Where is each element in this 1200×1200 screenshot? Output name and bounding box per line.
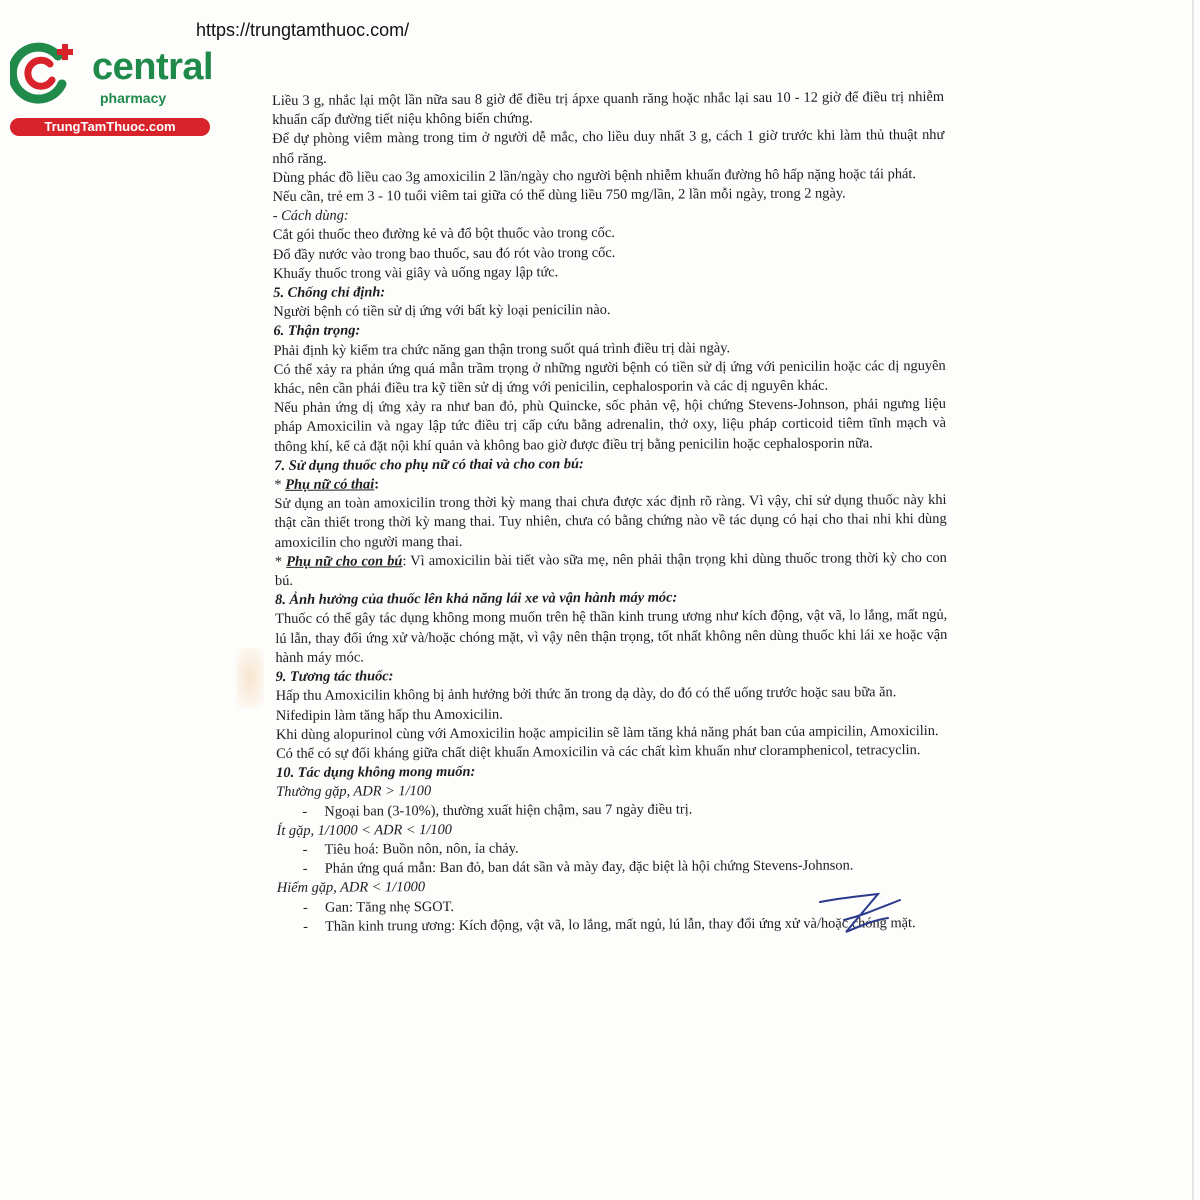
- usage-heading: - Cách dùng:: [272, 207, 349, 225]
- source-url[interactable]: https://trungtamthuoc.com/: [196, 20, 410, 40]
- handwritten-signature: [800, 880, 910, 950]
- bullet-star: *: [274, 476, 286, 494]
- dosage-paragraph: Để dự phòng viêm màng trong tim ở người dễ mắc, cho liều duy nhất 3 g, cách 1 giờ trước khi làm thủ thuật như nhổ răng.: [272, 127, 945, 167]
- list-item: - Ngoại ban (3-10%), thường xuất hiện chậm, sau 7 ngày điều trị.: [302, 800, 693, 820]
- pregnancy-label: Phụ nữ có thai: [285, 476, 375, 493]
- list-item: - Tiêu hoá: Buồn nôn, nôn, ỉa chảy.: [302, 840, 519, 858]
- frequency-heading: Ít gặp, 1/1000 < ADR < 1/100: [276, 821, 453, 839]
- interaction-text: Khi dùng alopurinol cùng với Amoxicilin hoặc ampicilin sẽ làm tăng khả năng phát ban của ampicilin, Amoxicilin.: [275, 722, 939, 743]
- section-heading: 9. Tương tác thuốc:: [275, 668, 394, 686]
- precaution-text: Phải định kỳ kiểm tra chức năng gan thận trong suốt quá trình điều trị dài ngày.: [273, 339, 731, 359]
- logo-website-band: TrungTamThuoc.com: [10, 118, 210, 136]
- label-colon: :: [374, 476, 380, 493]
- interaction-text: Có thể có sự đối kháng giữa chất diệt khuẩn Amoxicilin và các chất kìm khuẩn như cloramphenicol, tetracyclin.: [275, 741, 921, 762]
- document-body: [272, 88, 949, 937]
- list-item: - Gan: Tăng nhẹ SGOT.: [302, 898, 454, 916]
- section-heading: 8. Ảnh hưởng của thuốc lên khả năng lái xe và vận hành máy móc:: [275, 589, 678, 609]
- section-heading: 6. Thận trọng:: [273, 322, 361, 340]
- breastfeeding-label: Phụ nữ cho con bú: [286, 553, 403, 570]
- section-heading: 10. Tác dụng không mong muốn:: [276, 763, 476, 782]
- dosage-paragraph: Dùng phác đồ liều cao 3g amoxicilin 2 lần/ngày cho người bệnh nhiễm khuẩn đường hô hấp nặng hoặc tái phát.: [272, 165, 917, 186]
- logo-wordmark: central: [92, 46, 214, 88]
- section-heading: 5. Chống chỉ định:: [273, 284, 386, 302]
- frequency-heading: Thường gặp, ADR > 1/100: [276, 783, 432, 801]
- logo-subtitle: pharmacy: [100, 90, 167, 106]
- contraindication-text: Người bệnh có tiền sử dị ứng với bất kỳ loại penicilin nào.: [273, 302, 611, 321]
- bullet-star: *: [274, 553, 287, 570]
- list-item: - Thần kinh trung ương: Kích động, vật vã, lo lắng, mất ngủ, lú lẫn, thay đổi ứng xử và/hoặc chóng mặt.: [303, 914, 916, 935]
- driving-text: Thuốc có thể gây tác dụng không mong muốn trên hệ thần kinh trung ương như kích động, vật vã, lo lắng, mất ngủ, lú lẫn, thay đổi ứng xử và/hoặc chóng mặt, vì vậy nên thận trọng, tốt nhất không nên dùng thuốc khi lái xe hoặc vận hành máy móc.: [275, 607, 948, 666]
- page-edge: [1192, 0, 1194, 1200]
- pregnancy-text: Sử dụng an toàn amoxicilin trong thời kỳ mang thai chưa được xác định rõ ràng. Vì vậy, chỉ sử dụng thuốc này khi thật cần thiết trong thời kỳ mang thai. Tuy nhiên, chưa có bằng chứng nào về tác dụng có hại cho thai nhi khi dùng amoxicilin cho người mang thai.: [274, 492, 947, 551]
- frequency-heading: Hiếm gặp, ADR < 1/1000: [276, 879, 426, 897]
- precaution-text: Có thể xảy ra phản ứng quá mẫn trầm trọng ở những người bệnh có tiền sử dị ứng với penicilin hoặc các dị nguyên khác, nên cần phải điều tra kỹ tiền sử dị ứng với penicilin, cephalosporin và các dị nguyên khác.: [273, 357, 946, 398]
- pharmacy-logo-icon: [10, 38, 80, 108]
- usage-step: Cắt gói thuốc theo đường kẻ và đổ bột thuốc vào trong cốc.: [272, 225, 615, 244]
- breastfeeding-text: [275, 549, 947, 592]
- dosage-paragraph: Nếu cần, trẻ em 3 - 10 tuổi viêm tai giữa có thể dùng liều 750 mg/lần, 2 lần mỗi ngày, trong 2 ngày.: [272, 185, 846, 206]
- breastfeeding-body: : Vì amoxicilin bài tiết vào sữa mẹ, nên phải thận trọng khi dùng thuốc trong thời kỳ cho con bú.: [274, 549, 947, 590]
- usage-step: Đổ đầy nước vào trong bao thuốc, sau đó rót vào trong cốc.: [272, 244, 616, 263]
- interaction-text: Nifedipin làm tăng hấp thu Amoxicilin.: [275, 706, 503, 724]
- interaction-text: Hấp thu Amoxicilin không bị ảnh hưởng bởi thức ăn trong dạ dày, do đó có thể uống trước hoặc sau bữa ăn.: [275, 684, 897, 705]
- section-heading: 7. Sử dụng thuốc cho phụ nữ có thai và cho con bú:: [274, 455, 584, 474]
- usage-step: Khuấy thuốc trong vài giây và uống ngay lập tức.: [273, 264, 559, 282]
- precaution-text: Nếu phản ứng dị ứng xảy ra như ban đỏ, phù Quincke, sốc phản vệ, hội chứng Stevens-Johnson, phải ngưng liệu pháp Amoxicilin và ngay lập tức điều trị cấp cứu bằng adrenalin, thở oxy, liệu pháp corticoid tiêm tĩnh mạch và thông khí, kể cả đặt nội khí quản và không bao giờ được điều trị bằng penicilin hoặc cephalosporin nữa.: [273, 396, 947, 455]
- paper-stain: [236, 648, 264, 708]
- list-item: - Phản ứng quá mẫn: Ban đỏ, ban dát sần và mày đay, đặc biệt là hội chứng Stevens-Johnson.: [302, 857, 854, 877]
- dosage-paragraph: Liều 3 g, nhắc lại một lần nữa sau 8 giờ để điều trị ápxe quanh răng hoặc nhắc lại sau 10 - 12 giờ để điều trị nhiễm khuẩn cấp đường tiết niệu không biến chứng.: [272, 88, 945, 129]
- pharmacy-logo[interactable]: [10, 38, 215, 138]
